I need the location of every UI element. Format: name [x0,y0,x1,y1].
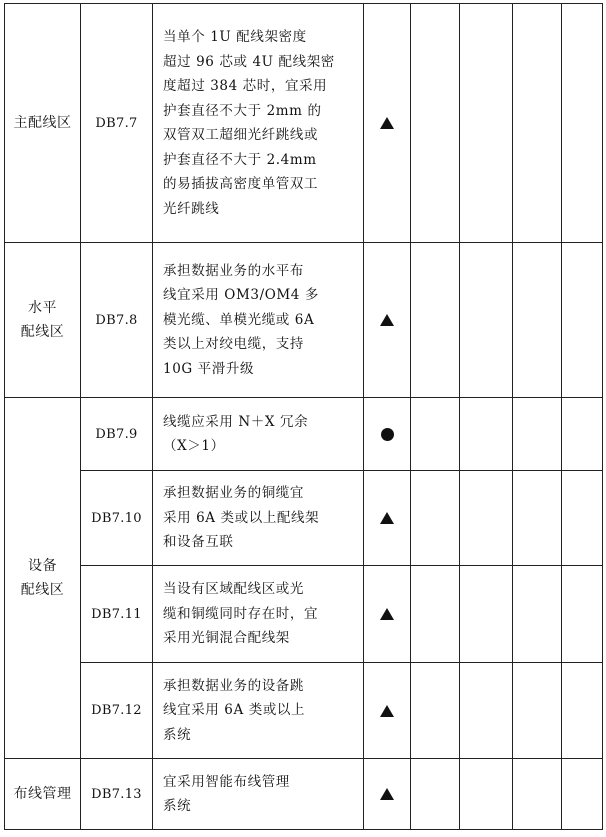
requirement-cell [153,759,364,830]
empty-cell [562,243,603,398]
empty-cell [411,759,460,830]
triangle-icon [380,314,394,326]
triangle-icon [380,788,394,800]
requirement-line: 类以上对绞电缆，支持 [163,336,304,353]
empty-cell [460,471,513,566]
requirement-line: 当单个 1U 配线架密度 [163,29,307,45]
spec-table [4,3,603,830]
empty-cell [562,566,603,663]
requirement-line: 承担数据业务的铜缆宜 [163,485,304,502]
code-cell: DB7.7 [81,4,153,243]
area-cell [5,398,81,759]
requirement-line: 承担数据业务的设备跳 [163,677,304,694]
requirement-cell [153,471,364,566]
empty-cell [513,243,562,398]
circle-icon [381,428,394,441]
empty-cell [513,663,562,759]
code-cell: DB7.10 [81,471,153,566]
empty-cell [411,663,460,759]
table-row [5,759,603,830]
requirement-cell [153,663,364,759]
triangle-icon [380,512,394,524]
empty-cell [562,759,603,830]
table-row [5,4,603,243]
empty-cell [513,759,562,830]
empty-cell [460,398,513,471]
requirement-line: 模光缆、单模光缆或 6A [163,311,315,328]
mark-cell [364,759,411,830]
requirement-line: 光纤跳线 [163,200,220,217]
code-cell: DB7.8 [81,243,153,398]
mark-cell [364,398,411,471]
requirement-line: 系统 [163,798,192,814]
requirement-line: 护套直径不大于 2mm 的 [163,102,322,119]
empty-cell [460,663,513,759]
requirement-line: 系统 [163,726,192,743]
empty-cell [460,759,513,830]
table-row [5,243,603,398]
area-cell [5,759,81,830]
empty-cell [460,4,513,243]
requirement-line: 宜采用智能布线管理 [163,773,290,790]
mark-cell [364,566,411,663]
requirement-line: 护套直径不大于 2.4mm [163,151,317,168]
area-label: 配线区 [20,324,65,340]
empty-cell [513,566,562,663]
empty-cell [513,471,562,566]
area-cell [5,243,81,398]
code-cell: DB7.9 [81,398,153,471]
area-cell [5,4,81,243]
requirement-line: 采用 6A 类或以上配线架 [163,509,320,526]
requirement-line: 10G 平滑升级 [163,360,255,377]
table-row [5,471,603,566]
triangle-icon [380,117,394,129]
empty-cell [411,243,460,398]
area-label: 布线管理 [13,786,72,802]
triangle-icon [380,705,394,717]
requirement-line: 当设有区域配线区或光 [163,581,304,598]
requirement-cell [153,398,364,471]
empty-cell [562,398,603,471]
empty-cell [411,4,460,243]
mark-cell [364,4,411,243]
requirement-line: 超过 96 芯或 4U 配线架密 [163,53,335,70]
empty-cell [562,663,603,759]
requirement-line: 线缆应采用 N＋X 冗余 [163,413,309,430]
requirement-line: 和设备互联 [163,534,234,551]
empty-cell [411,398,460,471]
empty-cell [411,471,460,566]
area-label: 配线区 [20,582,65,598]
empty-cell [460,243,513,398]
empty-cell [460,566,513,663]
requirement-line: 缆和铜缆同时存在时，宜 [163,605,319,622]
area-label: 设备 [28,558,57,574]
empty-cell [513,398,562,471]
requirement-cell [153,243,364,398]
empty-cell [562,471,603,566]
requirement-line: 采用光铜混合配线架 [163,630,290,647]
triangle-icon [380,608,394,620]
requirement-line: 线宜采用 OM3/OM4 多 [163,287,319,304]
requirement-line: （X＞1） [163,438,225,454]
requirement-line: 双管双工超细光纤跳线或 [163,127,319,143]
requirement-line: 度超过 384 芯时，宜采用 [163,78,328,94]
mark-cell [364,663,411,759]
empty-cell [562,4,603,243]
table-row [5,663,603,759]
mark-cell [364,471,411,566]
empty-cell [513,4,562,243]
empty-cell [411,566,460,663]
code-cell: DB7.11 [81,566,153,663]
requirement-line: 的易插拔高密度单管双工 [163,176,319,192]
area-label: 水平 [28,300,57,316]
requirement-line: 承担数据业务的水平布 [163,262,304,279]
table-row [5,398,603,471]
requirement-cell [153,566,364,663]
code-cell: DB7.13 [81,759,153,830]
requirement-line: 线宜采用 6A 类或以上 [163,702,306,719]
area-label: 主配线区 [13,115,72,131]
table-row [5,566,603,663]
code-cell: DB7.12 [81,663,153,759]
mark-cell [364,243,411,398]
requirement-cell [153,4,364,243]
